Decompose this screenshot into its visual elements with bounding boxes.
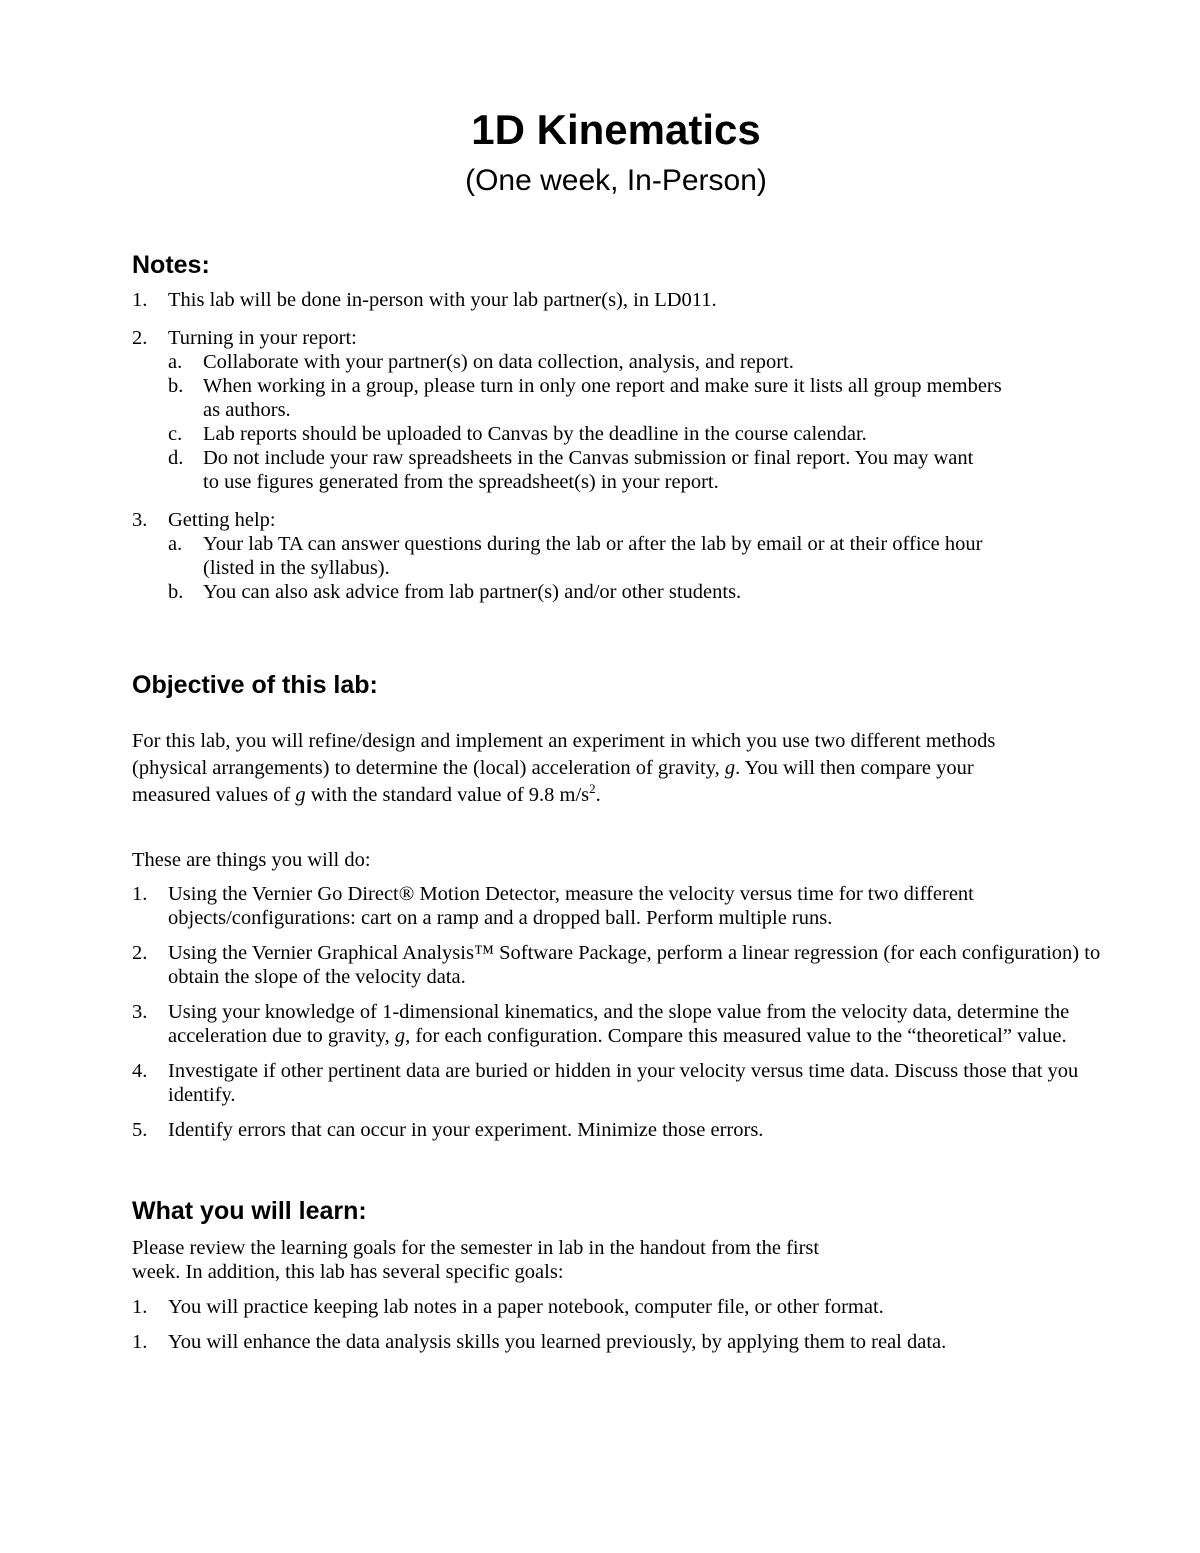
list-text-part: Using your knowledge of 1-dimensional kinematics, and the slope value from the velocity data, determine the acceleration due to gravity, [168,1001,1070,1047]
gravity-symbol: g [724,757,736,779]
sub-list-item [132,532,1112,580]
gravity-symbol: g [295,784,306,806]
list-number: 3. [132,509,148,531]
notes-heading: Notes: [132,251,210,279]
list-item [132,1059,1112,1107]
objective-text: with the standard value of 9.8 m/s [305,784,590,806]
list-number: 1. [132,1296,148,1318]
list-text: Investigate if other pertinent data are buried or hidden in your velocity versus time data. Discuss those that you identify. [168,1060,1079,1106]
list-text-part: , for each configuration. Compare this measured value to the “theoretical” value. [405,1025,1067,1047]
list-item [132,326,1112,494]
sub-list-letter: c. [168,423,183,445]
list-number: 2. [132,942,148,964]
sub-list-letter: a. [168,351,183,373]
objective-text: For this lab, you will refine/design and implement an experiment in which you use two different methods (physical arrangements) to determine the (local) acceleration of gravity, [132,730,996,779]
list-text: Identify errors that can occur in your experiment. Minimize those errors. [168,1119,764,1141]
objective-text: . [595,784,601,806]
list-item [132,882,1112,930]
list-number: 1. [132,883,148,905]
objective-paragraph [132,728,1112,809]
list-text: Using the Vernier Go Direct® Motion Detector, measure the velocity versus time for two different objects/configurations: cart on a ramp and a dropped ball. Perform multiple runs. [168,883,974,929]
sub-list-item [132,422,1112,446]
learn-heading: What you will learn: [132,1197,367,1225]
list-number: 1. [132,289,148,311]
list-number: 2. [132,327,148,349]
sub-list-item [132,374,1112,422]
superscript: 2 [589,781,596,796]
learn-list [132,1295,1112,1354]
list-text: Turning in your report: [168,327,357,349]
list-item [132,1295,1112,1319]
list-text: You will practice keeping lab notes in a paper notebook, computer file, or other format. [168,1296,884,1318]
things-intro: These are things you will do: [132,849,371,871]
things-list [132,882,1112,1142]
learn-paragraph [132,1236,1112,1284]
sub-list-text: Collaborate with your partner(s) on data collection, analysis, and report. [203,351,794,373]
list-text: Using the Vernier Graphical Analysis™ Software Package, perform a linear regression (for each configuration) to obtain the slope of the velocity data. [168,942,1101,988]
gravity-symbol: g [394,1025,406,1047]
sub-list-letter: b. [168,375,184,397]
sub-list-text: Do not include your raw spreadsheets in the Canvas submission or final report. You may want to use figures generated from the spreadsheet(s) in your report. [203,447,974,493]
learn-text: Please review the learning goals for the semester in lab in the handout from the first [132,1237,820,1259]
sub-list-text: Lab reports should be uploaded to Canvas by the deadline in the course calendar. [203,423,867,445]
document-page [132,100,1112,1354]
list-item [132,1000,1112,1048]
list-number: 5. [132,1119,148,1141]
sub-list-item [132,446,1112,494]
list-text: You will enhance the data analysis skills you learned previously, by applying them to real data. [168,1331,947,1353]
notes-list [132,288,1112,604]
list-text: Getting help: [168,509,276,531]
list-item [132,941,1112,989]
list-item [132,288,1112,312]
list-item [132,1118,1112,1142]
document-subtitle: (One week, In-Person) [465,164,767,197]
document-title: 1D Kinematics [471,106,761,153]
list-number: 3. [132,1001,148,1023]
list-item [132,508,1112,604]
objective-heading: Objective of this lab: [132,671,378,699]
sub-list-letter: d. [168,447,184,469]
sub-list-item [132,350,1112,374]
sub-list-text: When working in a group, please turn in only one report and make sure it lists all group members as authors. [203,375,1002,421]
list-text: This lab will be done in-person with your lab partner(s), in LD011. [168,289,717,311]
sub-list-text: Your lab TA can answer questions during the lab or after the lab by email or at their office hour (listed in the syllabus). [203,533,983,579]
sub-list [168,350,1112,494]
list-text [168,1001,1069,1047]
list-item [132,1330,1112,1354]
list-number: 4. [132,1060,148,1082]
objective-text: . You will then compare your measured values of [132,757,974,806]
sub-list-text: You can also ask advice from lab partner(s) and/or other students. [203,581,742,603]
learn-text: week. In addition, this lab has several specific goals: [132,1261,564,1283]
sub-list [168,532,1112,604]
list-number: 1. [132,1331,148,1353]
sub-list-item [132,580,1112,604]
sub-list-letter: a. [168,533,183,555]
sub-list-letter: b. [168,581,184,603]
